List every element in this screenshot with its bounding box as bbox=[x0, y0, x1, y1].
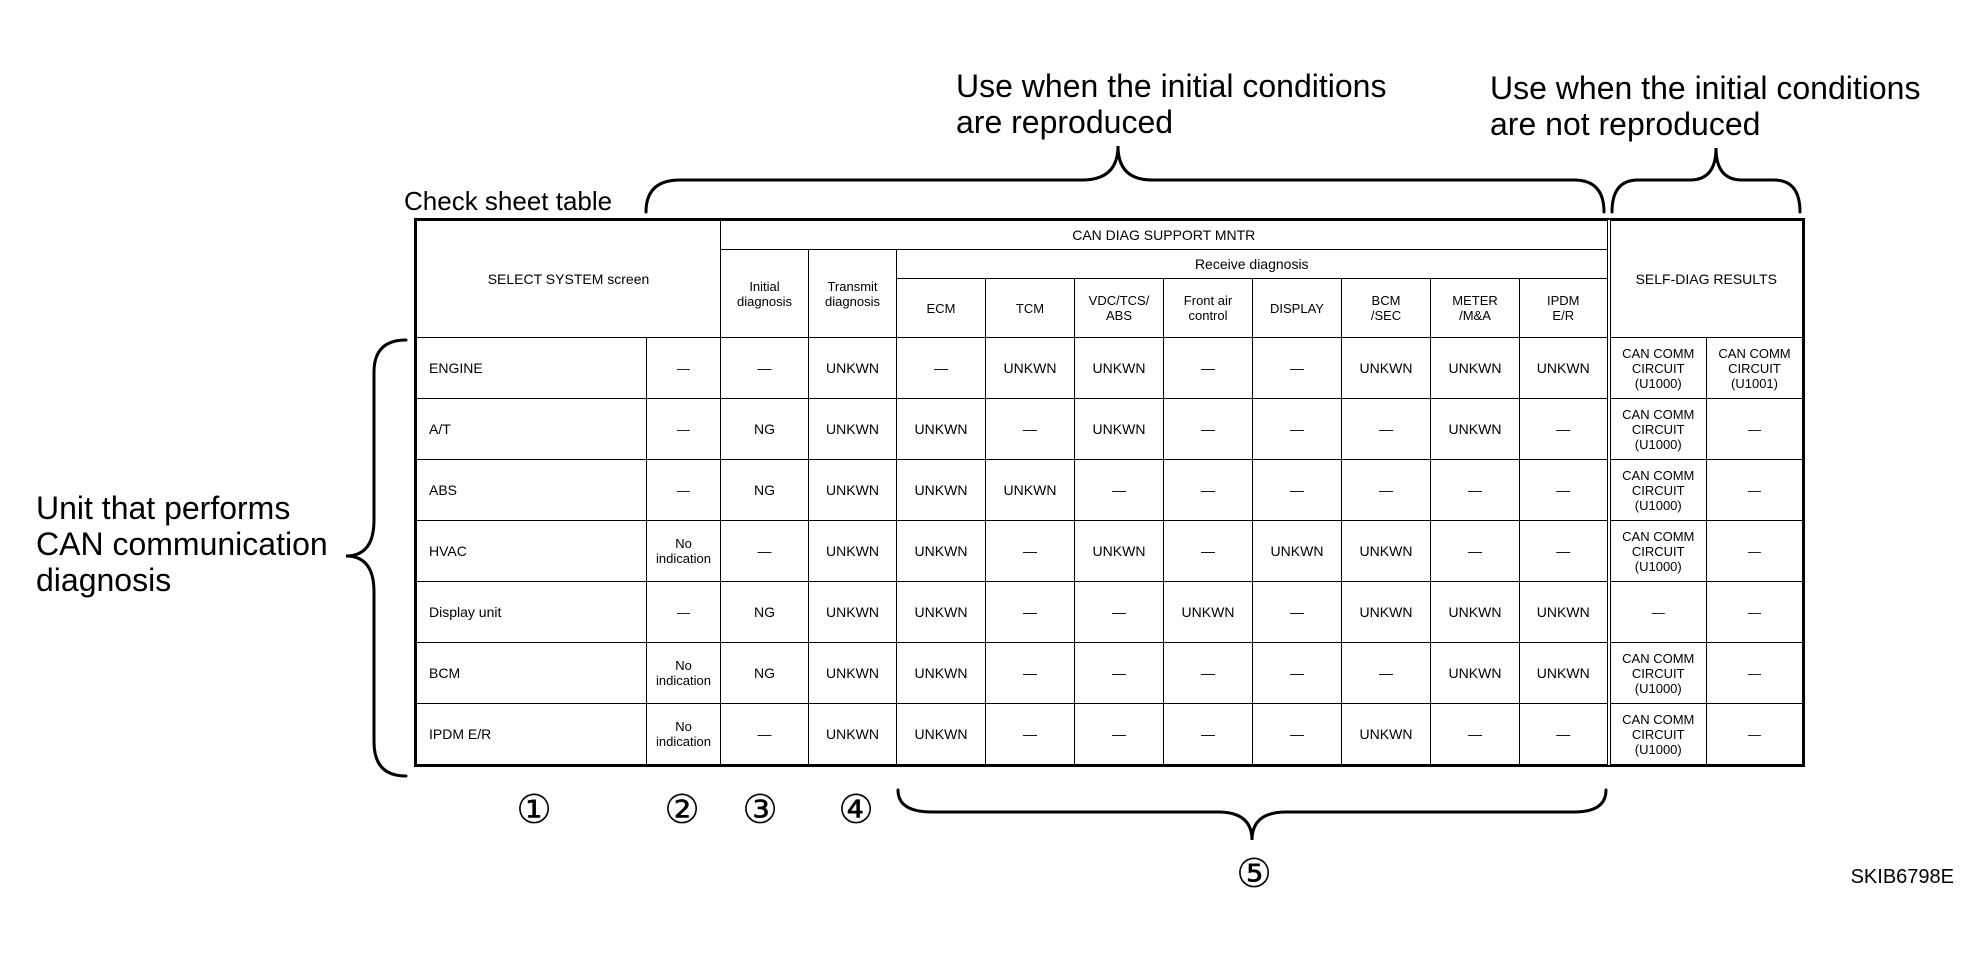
self-diag-cell-0 bbox=[1609, 521, 1707, 582]
cell-line: UNKWN bbox=[826, 665, 879, 681]
cell-line: UNKWN bbox=[1359, 543, 1413, 559]
self-diag-cell-1 bbox=[1707, 704, 1803, 765]
indication-cell bbox=[647, 643, 721, 704]
cell-line: (U1000) bbox=[1634, 436, 1682, 452]
cell-line: UNKWN bbox=[1448, 665, 1502, 681]
cell-line: UNKWN bbox=[914, 543, 968, 559]
header-transmit-diagnosis: Transmit diagnosis bbox=[809, 250, 897, 338]
cell-line: No bbox=[675, 719, 692, 734]
initial-diagnosis-cell bbox=[721, 338, 809, 399]
cell-line: UNKWN bbox=[1181, 604, 1235, 620]
cell-line: CIRCUIT bbox=[1631, 665, 1685, 681]
receive-cell-2 bbox=[1075, 521, 1164, 582]
receive-cell-0 bbox=[897, 399, 986, 460]
cell-line: METER bbox=[1452, 293, 1498, 308]
cell-line: — bbox=[1468, 482, 1482, 498]
header-receive-col-3 bbox=[1164, 279, 1253, 338]
initial-diagnosis-cell bbox=[721, 704, 809, 765]
header-receive-col-4 bbox=[1253, 279, 1342, 338]
header-receive-col-2 bbox=[1075, 279, 1164, 338]
receive-cell-6 bbox=[1431, 704, 1520, 765]
cell-line: UNKWN bbox=[914, 604, 968, 620]
unit-label: Unit that performs CAN communication diagnosis bbox=[36, 490, 328, 598]
callout-2: ② bbox=[664, 788, 700, 832]
cell-line: Front air bbox=[1183, 293, 1233, 308]
receive-cell-4 bbox=[1253, 704, 1342, 765]
cell-line: ECM bbox=[926, 300, 956, 316]
receive-cell-1 bbox=[986, 643, 1075, 704]
cell-line: control bbox=[1188, 308, 1228, 323]
cell-line: — bbox=[1112, 482, 1126, 498]
cell-line: UNKWN bbox=[1536, 665, 1590, 681]
cell-line: — bbox=[1651, 604, 1665, 620]
bracket-top-not-reproduced bbox=[1612, 148, 1800, 212]
cell-line: HVAC bbox=[429, 543, 467, 559]
receive-cell-7 bbox=[1520, 704, 1609, 765]
receive-cell-0 bbox=[897, 643, 986, 704]
self-diag-cell-0 bbox=[1609, 460, 1707, 521]
receive-cell-4 bbox=[1253, 521, 1342, 582]
note-conditions-not-reproduced: Use when the initial conditions are not reproduced bbox=[1490, 70, 1921, 142]
check-sheet-table bbox=[416, 220, 1803, 765]
receive-cell-4 bbox=[1253, 460, 1342, 521]
header-receive-col-6 bbox=[1431, 279, 1520, 338]
cell-line: CAN COMM bbox=[1622, 711, 1695, 727]
receive-cell-3 bbox=[1164, 521, 1253, 582]
cell-line: ABS bbox=[1105, 308, 1132, 323]
cell-line: CIRCUIT bbox=[1631, 726, 1685, 742]
cell-line: — bbox=[934, 360, 948, 376]
cell-line: (U1000) bbox=[1634, 741, 1682, 757]
receive-cell-3 bbox=[1164, 704, 1253, 765]
cell-line: CAN COMM bbox=[1718, 345, 1791, 361]
cell-line: — bbox=[1748, 421, 1761, 437]
cell-line: — bbox=[1379, 421, 1393, 437]
cell-line: — bbox=[677, 482, 690, 498]
transmit-diagnosis-cell bbox=[809, 704, 897, 765]
indication-cell bbox=[647, 582, 721, 643]
receive-cell-7 bbox=[1520, 521, 1609, 582]
receive-cell-5 bbox=[1342, 399, 1431, 460]
receive-cell-0 bbox=[897, 338, 986, 399]
header-receive-col-1 bbox=[986, 279, 1075, 338]
indication-cell bbox=[647, 460, 721, 521]
cell-line: CAN COMM bbox=[1622, 528, 1695, 544]
self-diag-cell-1 bbox=[1707, 460, 1803, 521]
cell-line: — bbox=[1290, 482, 1304, 498]
header-self-diag: SELF-DIAG RESULTS bbox=[1609, 221, 1803, 338]
cell-line: — bbox=[1748, 726, 1761, 742]
initial-diagnosis-cell bbox=[721, 643, 809, 704]
cell-line: UNKWN bbox=[914, 665, 968, 681]
receive-cell-4 bbox=[1253, 338, 1342, 399]
receive-cell-5 bbox=[1342, 643, 1431, 704]
initial-diagnosis-cell bbox=[721, 460, 809, 521]
cell-line: UNKWN bbox=[826, 726, 879, 742]
cell-line: CAN COMM bbox=[1622, 467, 1695, 483]
cell-line: CIRCUIT bbox=[1631, 543, 1685, 559]
self-diag-cell-0 bbox=[1609, 704, 1707, 765]
cell-line: UNKWN bbox=[826, 421, 879, 437]
cell-line: — bbox=[757, 726, 772, 742]
cell-line: indication bbox=[656, 551, 711, 566]
cell-line: — bbox=[1468, 726, 1482, 742]
bracket-bottom-receive bbox=[898, 790, 1606, 840]
receive-cell-7 bbox=[1520, 399, 1609, 460]
indication-cell bbox=[647, 399, 721, 460]
transmit-diagnosis-cell bbox=[809, 338, 897, 399]
cell-line: DISPLAY bbox=[1270, 300, 1324, 316]
cell-line: — bbox=[1290, 421, 1304, 437]
receive-cell-5 bbox=[1342, 521, 1431, 582]
table-row bbox=[417, 643, 1803, 704]
callout-4: ④ bbox=[838, 788, 874, 832]
cell-line: — bbox=[1201, 726, 1215, 742]
receive-cell-7 bbox=[1520, 643, 1609, 704]
receive-cell-5 bbox=[1342, 704, 1431, 765]
cell-line: ABS bbox=[429, 482, 458, 498]
table-row bbox=[417, 704, 1803, 765]
header-can-diag: CAN DIAG SUPPORT MNTR bbox=[721, 221, 1609, 250]
initial-diagnosis-cell bbox=[721, 399, 809, 460]
self-diag-cell-0 bbox=[1609, 582, 1707, 643]
receive-cell-2 bbox=[1075, 399, 1164, 460]
cell-line: IPDM bbox=[1547, 293, 1580, 308]
cell-line: — bbox=[1290, 726, 1304, 742]
header-receive-diagnosis: Receive diagnosis bbox=[897, 250, 1609, 279]
receive-cell-2 bbox=[1075, 338, 1164, 399]
cell-line: UNKWN bbox=[1092, 421, 1146, 437]
cell-line: UNKWN bbox=[1003, 360, 1057, 376]
self-diag-cell-0 bbox=[1609, 643, 1707, 704]
receive-cell-3 bbox=[1164, 643, 1253, 704]
receive-cell-6 bbox=[1431, 399, 1520, 460]
cell-line: — bbox=[757, 543, 772, 559]
cell-line: UNKWN bbox=[1092, 543, 1146, 559]
cell-line: — bbox=[677, 604, 690, 620]
cell-line: — bbox=[757, 360, 772, 376]
cell-line: (U1001) bbox=[1731, 375, 1778, 391]
receive-cell-6 bbox=[1431, 582, 1520, 643]
receive-cell-5 bbox=[1342, 338, 1431, 399]
cell-line: — bbox=[1201, 360, 1215, 376]
header-receive-col-5 bbox=[1342, 279, 1431, 338]
cell-line: — bbox=[1201, 665, 1215, 681]
receive-cell-2 bbox=[1075, 643, 1164, 704]
cell-line: (U1000) bbox=[1634, 558, 1682, 574]
receive-cell-1 bbox=[986, 460, 1075, 521]
header-initial-diagnosis: Initial diagnosis bbox=[721, 250, 809, 338]
cell-line: CAN COMM bbox=[1622, 650, 1695, 666]
receive-cell-2 bbox=[1075, 704, 1164, 765]
cell-line: CAN COMM bbox=[1622, 406, 1695, 422]
cell-line: UNKWN bbox=[826, 482, 879, 498]
receive-cell-5 bbox=[1342, 460, 1431, 521]
cell-line: — bbox=[1201, 482, 1215, 498]
self-diag-cell-1 bbox=[1707, 399, 1803, 460]
self-diag-cell-0 bbox=[1609, 338, 1707, 399]
cell-line: — bbox=[1290, 665, 1304, 681]
cell-line: indication bbox=[656, 734, 711, 749]
figure-code: SKIB6798E bbox=[1850, 866, 1954, 888]
receive-cell-1 bbox=[986, 582, 1075, 643]
cell-line: — bbox=[1112, 665, 1126, 681]
cell-line: UNKWN bbox=[1003, 482, 1057, 498]
transmit-diagnosis-cell bbox=[809, 399, 897, 460]
note-conditions-reproduced: Use when the initial conditions are reproduced bbox=[956, 68, 1387, 140]
cell-line: — bbox=[1748, 665, 1761, 681]
cell-line: No bbox=[675, 658, 692, 673]
transmit-diagnosis-cell bbox=[809, 460, 897, 521]
cell-line: CIRCUIT bbox=[1631, 482, 1685, 498]
receive-cell-2 bbox=[1075, 582, 1164, 643]
receive-cell-2 bbox=[1075, 460, 1164, 521]
receive-cell-0 bbox=[897, 704, 986, 765]
receive-cell-6 bbox=[1431, 338, 1520, 399]
table-row bbox=[417, 460, 1803, 521]
cell-line: UNKWN bbox=[914, 726, 968, 742]
receive-cell-0 bbox=[897, 521, 986, 582]
cell-line: UNKWN bbox=[826, 360, 879, 376]
cell-line: UNKWN bbox=[1359, 604, 1413, 620]
unit-name bbox=[417, 643, 647, 704]
cell-line: — bbox=[1379, 482, 1393, 498]
table-row bbox=[417, 399, 1803, 460]
cell-line: (U1000) bbox=[1634, 375, 1682, 391]
cell-line: UNKWN bbox=[1536, 360, 1590, 376]
transmit-diagnosis-cell bbox=[809, 582, 897, 643]
cell-line: UNKWN bbox=[826, 543, 879, 559]
cell-line: CIRCUIT bbox=[1728, 360, 1781, 376]
cell-line: — bbox=[1290, 604, 1304, 620]
cell-line: UNKWN bbox=[1270, 543, 1324, 559]
unit-name bbox=[417, 582, 647, 643]
self-diag-cell-1 bbox=[1707, 582, 1803, 643]
cell-line: E/R bbox=[1552, 308, 1575, 323]
cell-line: CIRCUIT bbox=[1631, 360, 1685, 376]
cell-line: /SEC bbox=[1370, 308, 1402, 323]
unit-name bbox=[417, 521, 647, 582]
cell-line: indication bbox=[656, 673, 711, 688]
self-diag-cell-0 bbox=[1609, 399, 1707, 460]
cell-line: A/T bbox=[429, 421, 451, 437]
self-diag-cell-1 bbox=[1707, 521, 1803, 582]
cell-line: — bbox=[1556, 482, 1571, 498]
initial-diagnosis-cell bbox=[721, 521, 809, 582]
cell-line: — bbox=[677, 360, 690, 376]
bracket-left-units bbox=[346, 340, 406, 776]
receive-cell-3 bbox=[1164, 582, 1253, 643]
receive-cell-3 bbox=[1164, 399, 1253, 460]
cell-line: VDC/TCS/ bbox=[1088, 293, 1150, 308]
cell-line: (U1000) bbox=[1634, 497, 1682, 513]
receive-cell-5 bbox=[1342, 582, 1431, 643]
unit-name bbox=[417, 338, 647, 399]
cell-line: NG bbox=[754, 604, 775, 620]
cell-line: UNKWN bbox=[914, 421, 968, 437]
table-row bbox=[417, 521, 1803, 582]
cell-line: — bbox=[1201, 543, 1215, 559]
cell-line: UNKWN bbox=[1448, 360, 1502, 376]
cell-line: UNKWN bbox=[1359, 726, 1413, 742]
cell-line: UNKWN bbox=[1536, 604, 1590, 620]
cell-line: NG bbox=[754, 665, 775, 681]
cell-line: CIRCUIT bbox=[1631, 421, 1685, 437]
receive-cell-0 bbox=[897, 460, 986, 521]
cell-line: BCM bbox=[1371, 293, 1401, 308]
cell-line: No bbox=[675, 536, 692, 551]
cell-line: — bbox=[1748, 482, 1761, 498]
cell-line: CAN COMM bbox=[1622, 345, 1695, 361]
cell-line: — bbox=[1201, 421, 1215, 437]
cell-line: — bbox=[1468, 543, 1482, 559]
cell-line: UNKWN bbox=[1448, 604, 1502, 620]
bracket-top-reproduced bbox=[646, 146, 1604, 212]
cell-line: — bbox=[1556, 726, 1571, 742]
cell-line: IPDM E/R bbox=[429, 726, 492, 742]
cell-line: — bbox=[1748, 543, 1761, 559]
receive-cell-1 bbox=[986, 521, 1075, 582]
cell-line: — bbox=[1556, 543, 1571, 559]
cell-line: UNKWN bbox=[914, 482, 968, 498]
callout-1: ① bbox=[516, 788, 552, 832]
cell-line: — bbox=[1023, 543, 1037, 559]
unit-name bbox=[417, 704, 647, 765]
receive-cell-4 bbox=[1253, 582, 1342, 643]
indication-cell bbox=[647, 521, 721, 582]
cell-line: — bbox=[1290, 360, 1304, 376]
self-diag-cell-1 bbox=[1707, 643, 1803, 704]
initial-diagnosis-cell bbox=[721, 582, 809, 643]
callout-3: ③ bbox=[742, 788, 778, 832]
cell-line: UNKWN bbox=[826, 604, 879, 620]
cell-line: NG bbox=[754, 421, 775, 437]
table-row bbox=[417, 582, 1803, 643]
cell-line: TCM bbox=[1015, 300, 1045, 316]
cell-line: /M&A bbox=[1459, 308, 1491, 323]
cell-line: Display unit bbox=[429, 604, 502, 620]
receive-cell-3 bbox=[1164, 338, 1253, 399]
cell-line: NG bbox=[754, 482, 775, 498]
cell-line: ENGINE bbox=[429, 360, 483, 376]
receive-cell-4 bbox=[1253, 643, 1342, 704]
sheet-title: Check sheet table bbox=[404, 186, 613, 216]
receive-cell-6 bbox=[1431, 521, 1520, 582]
indication-cell bbox=[647, 704, 721, 765]
receive-cell-1 bbox=[986, 399, 1075, 460]
receive-cell-0 bbox=[897, 582, 986, 643]
header-select-system: SELECT SYSTEM screen bbox=[417, 221, 721, 338]
unit-name bbox=[417, 399, 647, 460]
cell-line: — bbox=[1379, 665, 1393, 681]
unit-name bbox=[417, 460, 647, 521]
cell-line: UNKWN bbox=[1448, 421, 1502, 437]
cell-line: — bbox=[1023, 421, 1037, 437]
cell-line: BCM bbox=[429, 665, 461, 681]
receive-cell-7 bbox=[1520, 460, 1609, 521]
cell-line: — bbox=[677, 421, 690, 437]
receive-cell-3 bbox=[1164, 460, 1253, 521]
cell-line: — bbox=[1112, 726, 1126, 742]
receive-cell-4 bbox=[1253, 399, 1342, 460]
self-diag-cell-1 bbox=[1707, 338, 1803, 399]
cell-line: — bbox=[1748, 604, 1761, 620]
cell-line: — bbox=[1023, 665, 1037, 681]
receive-cell-7 bbox=[1520, 582, 1609, 643]
callout-5: ⑤ bbox=[1236, 852, 1272, 896]
receive-cell-7 bbox=[1520, 338, 1609, 399]
cell-line: — bbox=[1112, 604, 1126, 620]
cell-line: UNKWN bbox=[1359, 360, 1413, 376]
cell-line: — bbox=[1023, 726, 1037, 742]
cell-line: (U1000) bbox=[1634, 680, 1682, 696]
header-receive-col-7 bbox=[1520, 279, 1609, 338]
receive-cell-1 bbox=[986, 704, 1075, 765]
cell-line: — bbox=[1556, 421, 1571, 437]
receive-cell-1 bbox=[986, 338, 1075, 399]
cell-line: UNKWN bbox=[1092, 360, 1146, 376]
cell-line: — bbox=[1023, 604, 1037, 620]
transmit-diagnosis-cell bbox=[809, 521, 897, 582]
transmit-diagnosis-cell bbox=[809, 643, 897, 704]
indication-cell bbox=[647, 338, 721, 399]
table-row bbox=[417, 338, 1803, 399]
receive-cell-6 bbox=[1431, 460, 1520, 521]
receive-cell-6 bbox=[1431, 643, 1520, 704]
header-receive-col-0 bbox=[897, 279, 986, 338]
